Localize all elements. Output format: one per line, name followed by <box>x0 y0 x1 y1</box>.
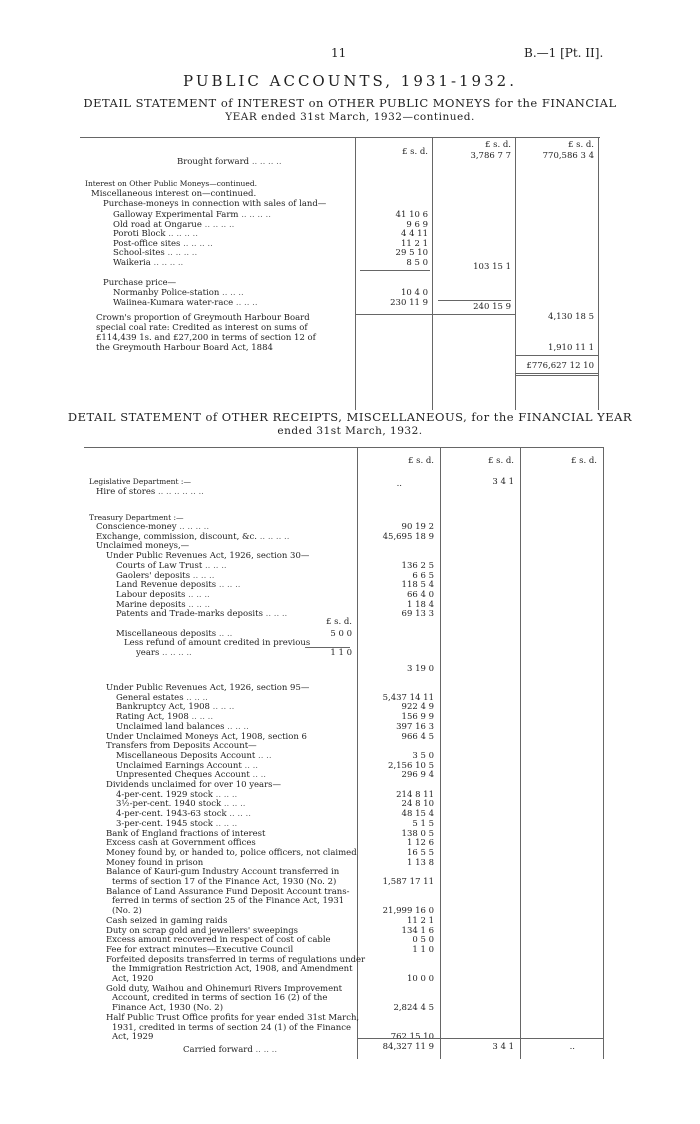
pra95-item-amount: 5,437 14 11 <box>382 692 434 703</box>
purchase-moneys-label: Purchase-moneys in connection with sales of land— <box>103 199 327 209</box>
misc-receipt-item2-label: Duty on scrap gold and jewellers' sweepings <box>106 925 299 936</box>
pra30-item-label: Marine deposits .. .. .. <box>116 599 210 610</box>
pra30-label: Under Public Revenues Act, 1926, section 30— <box>106 551 310 562</box>
pra95-item-amount: 156 9 9 <box>401 712 434 723</box>
pra95-item-label: Rating Act, 1908 .. .. .. <box>116 712 214 723</box>
price-item-label: Waiinea-Kumara water-race .. .. .. <box>113 298 258 308</box>
treasury-item-label: Exchange, commission, discount, &c. .. .. .. .. <box>96 531 290 542</box>
misc-receipt-item2-amount: 0 5 0 <box>412 935 434 946</box>
section2-heading: DETAIL STATEMENT of OTHER RECEIPTS, MISCELLANEOUS, for the FINANCIAL YEAR ended 31st March, 1932. <box>67 410 633 437</box>
misc-receipt-item-label: Excess cash at Government offices <box>106 838 256 849</box>
pra95-item-amount: 397 16 3 <box>396 721 434 732</box>
trust-office-line: 1931, credited in terms of section 24 (1) of the Finance <box>112 1022 351 1033</box>
assurance-amount: 21,999 16 0 <box>382 906 434 917</box>
purchase-price-label: Purchase price— <box>103 278 177 288</box>
pra30-item-label: Labour deposits .. .. .. <box>116 589 210 600</box>
trust-office-line: Act, 1929 <box>112 1032 154 1043</box>
hire-col1-dots: .. <box>396 479 402 489</box>
land-item-label: School-sites .. .. .. .. <box>113 248 198 259</box>
inner-col-header: £ s. d. <box>325 617 352 627</box>
pra30-item-amount: 69 13 3 <box>401 609 434 620</box>
gold-duty-amount: 2,824 4 5 <box>393 1003 434 1014</box>
brought-forward-col3: 770,586 3 4 <box>542 151 594 161</box>
hire-amount: 3 4 1 <box>492 477 514 487</box>
price-item-amount: 10 4 0 <box>400 288 428 298</box>
kauri-line: Balance of Kauri-gum Industry Account transferred in <box>106 867 340 878</box>
dividend-item-label: 4-per-cent. 1929 stock .. .. .. <box>116 789 238 800</box>
less-refund-label: Less refund of amount credited in previous <box>124 638 311 649</box>
misc-receipt-item-label: Money found by, or handed to, police officers, not claimed <box>106 847 357 858</box>
land-item-amount: 8 5 0 <box>406 258 428 268</box>
treasury-item-amount: 45,695 18 9 <box>382 531 434 542</box>
carried-col2: 3 4 1 <box>492 1042 514 1052</box>
misc-receipt-item-label: Money found in prison <box>106 857 204 868</box>
transfer-item-amount: 296 9 4 <box>401 770 434 781</box>
price-item-amount: 230 11 9 <box>390 298 428 308</box>
interest-group-title: Interest on Other Public Moneys—continued. <box>85 179 257 188</box>
transfer-item-amount: 2,156 10 5 <box>388 760 434 771</box>
transfers-label: Transfers from Deposits Account— <box>106 741 257 752</box>
legislative-label: Legislative Department :— <box>89 477 191 486</box>
price-total: 240 15 9 <box>473 302 511 312</box>
pra30-item-amount: 6 6 5 <box>412 570 434 581</box>
dividend-item-amount: 5 1 5 <box>412 818 434 829</box>
treasury-item-label: Conscience-money .. .. .. .. <box>96 522 210 532</box>
misc-receipt-item2-label: Excess amount recovered in respect of cost of cable <box>106 935 331 946</box>
hire-label: Hire of stores .. .. .. .. .. .. <box>96 487 204 497</box>
pra95-item-label: Bankruptcy Act, 1908 .. .. .. <box>116 702 235 713</box>
dividend-item-label: 3-per-cent. 1945 stock .. .. .. <box>116 818 238 829</box>
dividends-label: Dividends unclaimed for over 10 years— <box>106 780 282 791</box>
misc-receipt-item2-label: Fee for extract minutes—Executive Council <box>106 944 294 955</box>
refund-rule <box>305 647 350 648</box>
pra95-label: Under Public Revenues Act, 1926, section 95— <box>106 683 310 694</box>
less-refund-years-amount: 1 1 0 <box>330 648 352 659</box>
dividend-item-label: 4-per-cent. 1943-63 stock .. .. .. <box>116 809 251 820</box>
forfeited-line: the Immigration Restriction Act, 1908, and Amendment <box>112 964 353 975</box>
misc-net-amount: 3 19 0 <box>406 663 434 674</box>
misc-deposits-label: Miscellaneous deposits .. .. <box>116 628 233 639</box>
unclaimed-label: Unclaimed moneys,— <box>96 541 190 552</box>
pra95-item-label: General estates .. .. .. <box>116 692 208 703</box>
land-item-amount: 29 5 10 <box>395 248 428 259</box>
land-item-label: Poroti Block .. .. .. .. <box>113 229 198 240</box>
transfer-item-label: Unpresented Cheques Account .. .. <box>116 770 267 781</box>
pra95-item-label: Unclaimed land balances .. .. .. <box>116 721 249 732</box>
s1-col2-header: £ s. d. <box>484 140 511 150</box>
brought-forward-label: Brought forward .. .. .. .. <box>177 157 282 167</box>
land-total: 103 15 1 <box>473 262 511 272</box>
crown-amount: 1,910 11 1 <box>548 343 594 353</box>
pra30-item-label: Gaolers' deposits .. .. .. <box>116 570 215 581</box>
assurance-line: Balance of Land Assurance Fund Deposit Account trans- <box>106 886 350 897</box>
treasury-item-amount: 90 19 2 <box>401 522 434 532</box>
land-item-label: Post-office sites .. .. .. .. <box>113 238 213 249</box>
forfeited-line: Forfeited deposits transferred in terms of regulations under <box>106 954 366 965</box>
pra30-item-label: Patents and Trade-marks deposits .. .. .. <box>116 609 288 620</box>
forfeited-amount: 10 0 0 <box>406 974 434 985</box>
transfer-item-label: Unclaimed Earnings Account .. .. <box>116 760 259 771</box>
dividend-item-amount: 24 8 10 <box>401 799 434 810</box>
misc-receipt-item-amount: 138 0 5 <box>401 828 434 839</box>
dividend-item-amount: 48 15 4 <box>401 809 434 820</box>
misc-receipt-item2-amount: 11 2 1 <box>406 915 434 926</box>
land-item-label: Galloway Experimental Farm .. .. .. .. <box>113 210 271 220</box>
carried-col1: 84,327 11 9 <box>382 1042 434 1052</box>
s2-col3-header: £ s. d. <box>570 456 597 466</box>
page-reference: B.—1 [Pt. II]. <box>524 46 604 60</box>
crown-text-line: Crown's proportion of Greymouth Harbour Board <box>96 313 310 323</box>
uma-label: Under Unclaimed Moneys Act, 1908, section 6 <box>106 731 307 742</box>
misc-deposits-amount: 5 0 0 <box>330 628 352 639</box>
trust-office-line: Half Public Trust Office profits for year ended 31st March, <box>106 1012 360 1023</box>
carried-forward-label: Carried forward .. .. .. <box>183 1045 278 1055</box>
dividend-item-label: 3½-per-cent. 1940 stock .. .. .. <box>116 799 246 810</box>
crown-text-line: special coal rate: Credited as interest on sums of <box>96 323 308 333</box>
transfer-item-amount: 3 5 0 <box>412 750 434 761</box>
forfeited-line: Act, 1920 <box>112 974 154 985</box>
crown-text-line: £114,439 1s. and £27,200 in terms of section 12 of <box>96 333 316 343</box>
gold-duty-line: Finance Act, 1930 (No. 2) <box>112 1003 224 1014</box>
misc-total: 4,130 18 5 <box>548 312 594 322</box>
section1-heading: DETAIL STATEMENT of INTEREST on OTHER PUBLIC MONEYS for the FINANCIAL YEAR ended 31st March, 1932—continued. <box>83 96 617 123</box>
misc-receipt-item-amount: 16 5 5 <box>406 847 434 858</box>
land-item-label: Old road at Ongarue .. .. .. .. <box>113 219 235 230</box>
uma-amount: 966 4 5 <box>401 731 434 742</box>
gold-duty-line: Account, credited in terms of section 16 (2) of the <box>112 993 328 1004</box>
kauri-line: terms of section 17 of the Finance Act, 1930 (No. 2) <box>112 877 337 888</box>
pra95-item-amount: 922 4 9 <box>401 702 434 713</box>
misc-receipt-item2-amount: 134 1 6 <box>401 925 434 936</box>
pra30-item-amount: 66 4 0 <box>406 589 434 600</box>
land-item-amount: 11 2 1 <box>400 238 428 249</box>
page-number: 11 <box>331 46 347 60</box>
misc-receipt-item2-label: Cash seized in gaming raids <box>106 915 228 926</box>
misc-interest-label: Miscellaneous interest on—continued. <box>91 189 257 199</box>
s1-col1-header: £ s. d. <box>401 147 428 157</box>
land-item-amount: 9 6 9 <box>406 219 428 230</box>
page-title: PUBLIC ACCOUNTS, 1931-1932. <box>183 72 517 90</box>
misc-receipt-item-label: Bank of England fractions of interest <box>106 828 266 839</box>
pra30-item-label: Land Revenue deposits .. .. .. <box>116 580 241 591</box>
s2-col2-header: £ s. d. <box>487 456 514 466</box>
transfer-item-label: Miscellaneous Deposits Account .. .. <box>116 750 272 761</box>
s1-col3-header: £ s. d. <box>567 140 594 150</box>
misc-receipt-item2-amount: 1 1 0 <box>412 944 434 955</box>
misc-receipt-item-amount: 1 12 6 <box>406 838 434 849</box>
carried-col3: .. <box>569 1042 575 1052</box>
trust-office-amount: 762 15 10 <box>390 1032 434 1043</box>
assurance-line: (No. 2) <box>112 906 142 917</box>
pra30-item-label: Courts of Law Trust .. .. .. <box>116 560 227 571</box>
gold-duty-line: Gold duty, Waihou and Ohinemuri Rivers Improvement <box>106 983 343 994</box>
land-item-amount: 41 10 6 <box>395 210 428 220</box>
crown-text-line: the Greymouth Harbour Board Act, 1884 <box>96 343 273 353</box>
grand-total: £776,627 12 10 <box>526 361 594 371</box>
misc-receipt-item-amount: 1 13 8 <box>406 857 434 868</box>
land-item-amount: 4 4 11 <box>400 229 428 240</box>
kauri-amount: 1,587 17 11 <box>382 877 434 888</box>
assurance-line: ferred in terms of section 25 of the Finance Act, 1931 <box>112 896 345 907</box>
s2-col1-header: £ s. d. <box>407 456 434 466</box>
pra30-item-amount: 136 2 5 <box>401 560 434 571</box>
brought-forward-col2: 3,786 7 7 <box>470 151 511 161</box>
treasury-label: Treasury Department :— <box>89 513 184 522</box>
less-refund-years-label: years .. .. .. .. <box>136 648 192 659</box>
price-item-label: Normanby Police-station .. .. .. <box>113 288 244 298</box>
pra30-item-amount: 1 18 4 <box>406 599 434 610</box>
pra30-item-amount: 118 5 4 <box>401 580 434 591</box>
land-item-label: Waikeria .. .. .. .. <box>113 258 184 268</box>
dividend-item-amount: 214 8 11 <box>396 789 434 800</box>
